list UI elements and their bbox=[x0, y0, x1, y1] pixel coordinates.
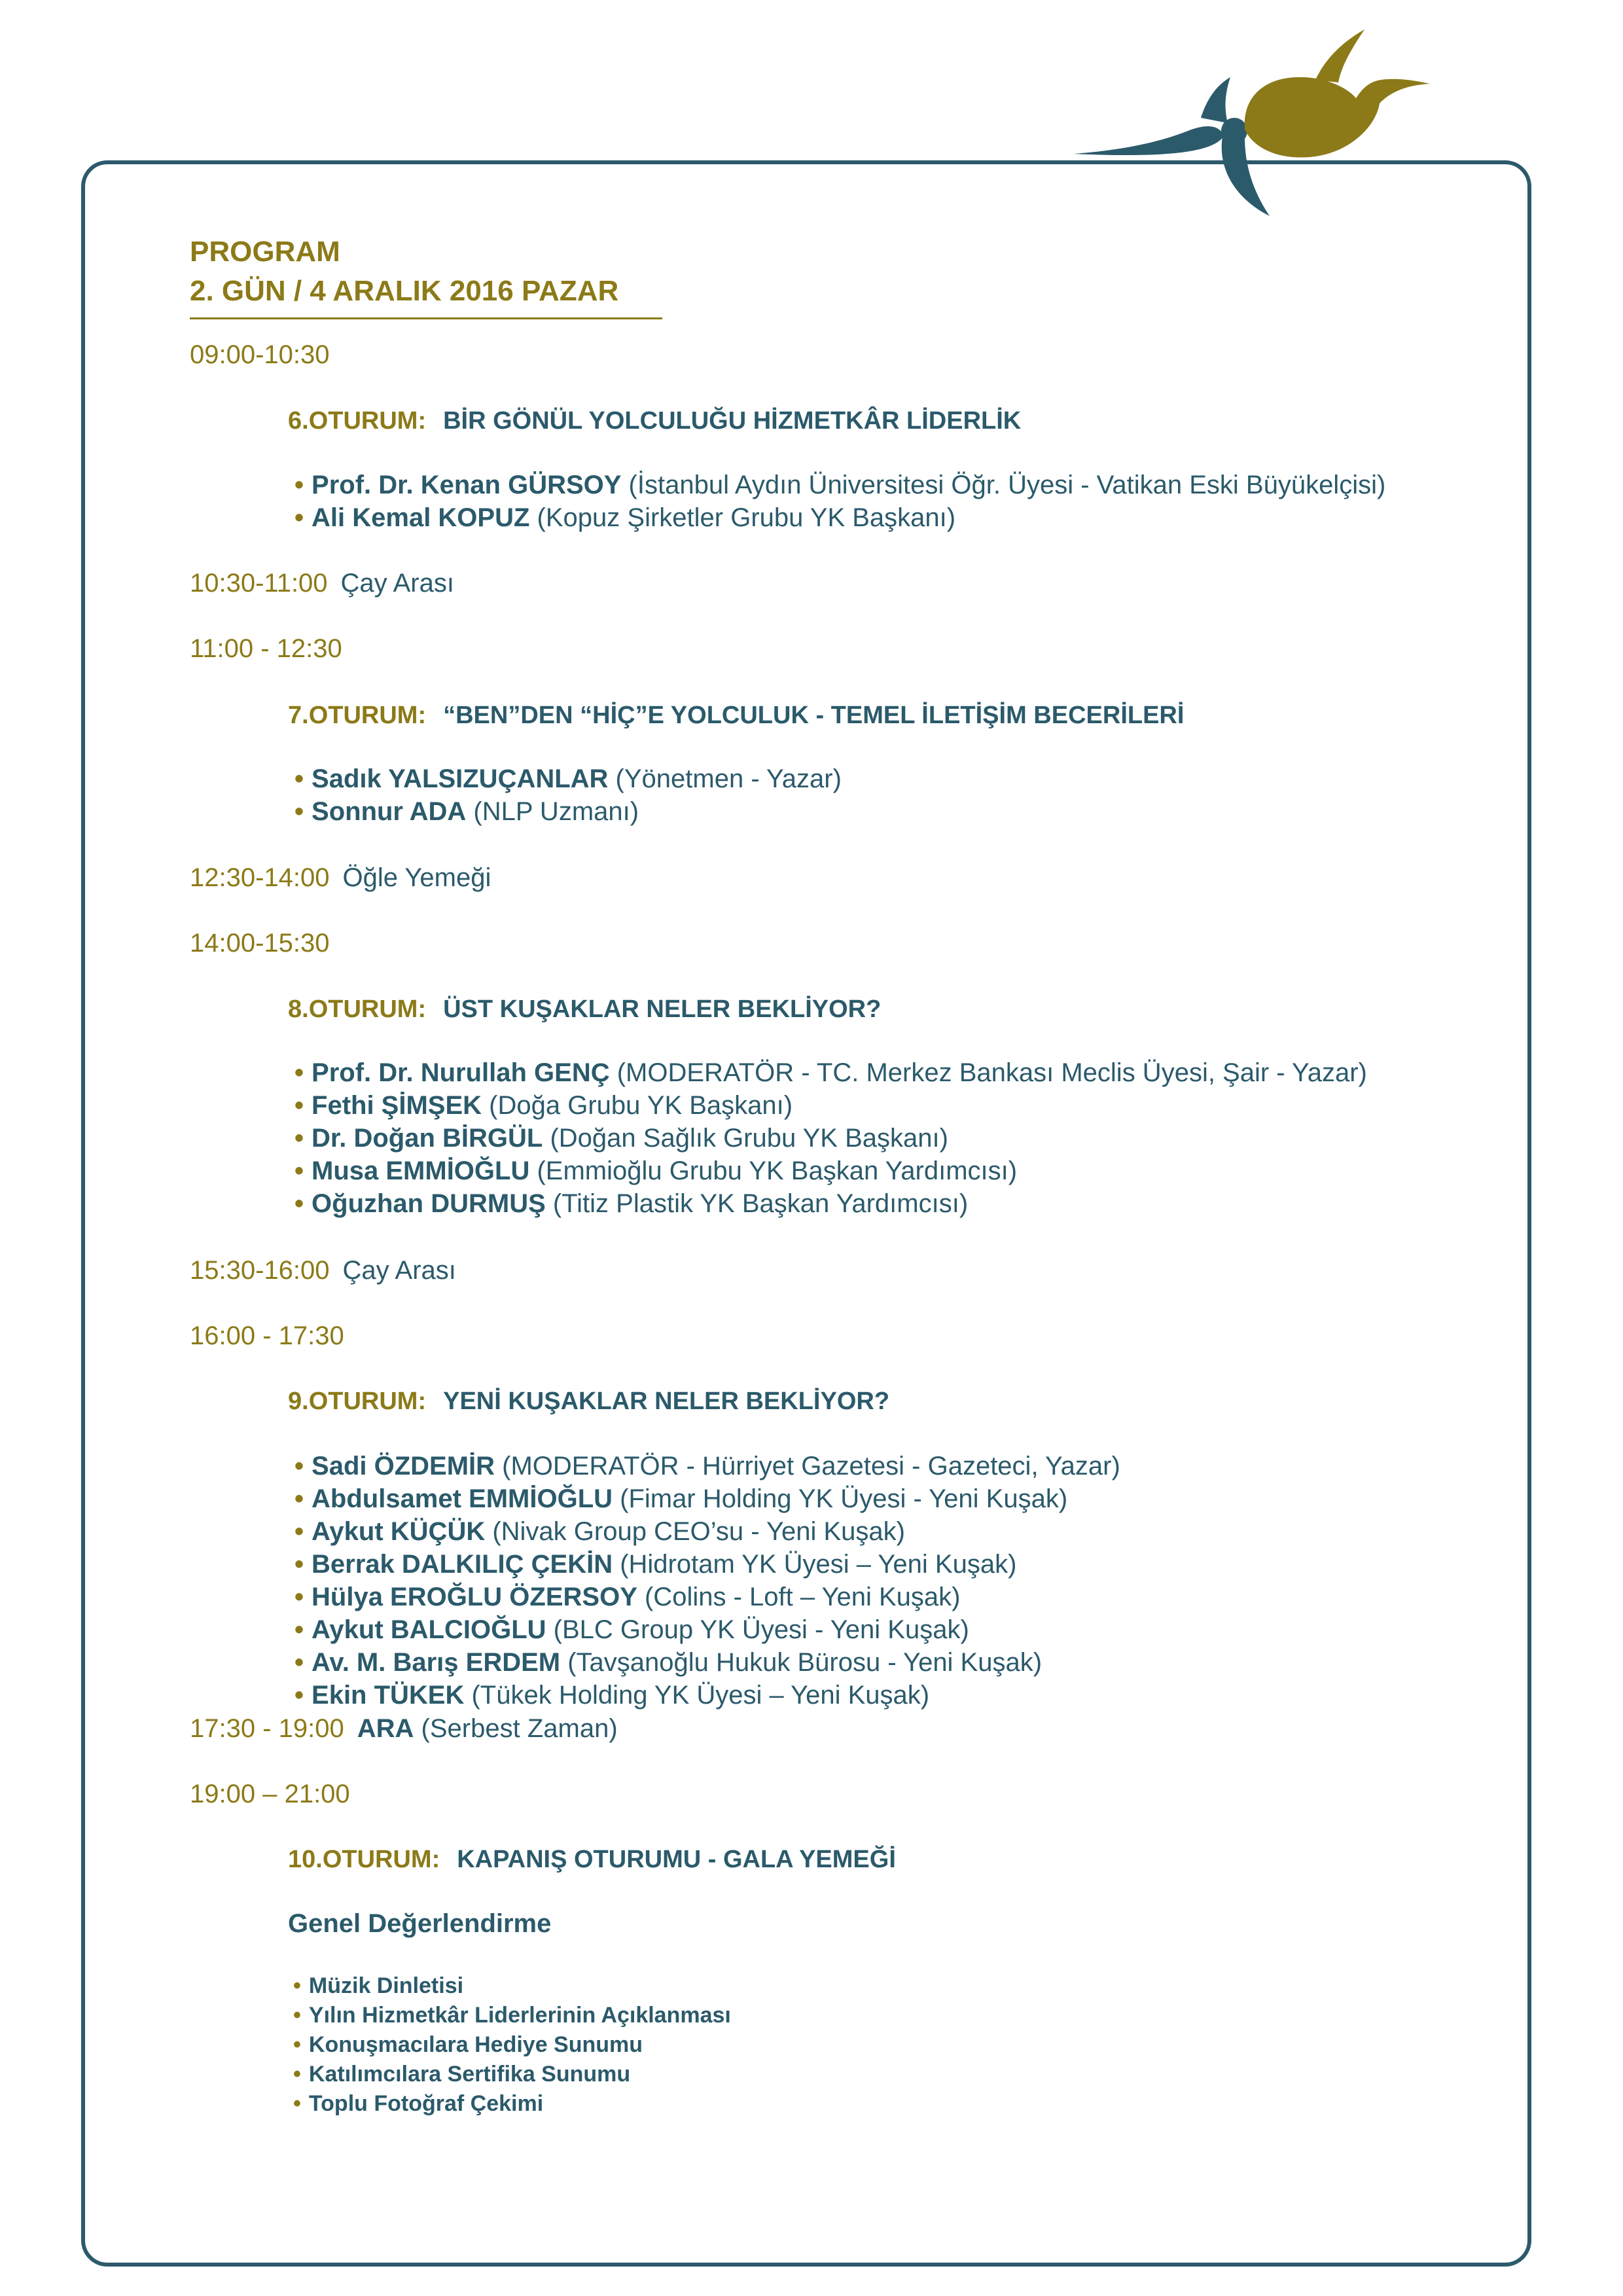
speaker-item: • Aykut KÜÇÜK (Nivak Group CEO’su - Yeni Kuşak) bbox=[294, 1517, 905, 1546]
time-slot: 11:00 - 12:30 bbox=[190, 634, 342, 663]
break-slot: 10:30-11:00 Çay Arası bbox=[190, 569, 454, 598]
break-slot: 15:30-16:00 Çay Arası bbox=[190, 1256, 456, 1285]
time-slot: 09:00-10:30 bbox=[190, 340, 330, 369]
heading-underline bbox=[190, 317, 662, 319]
program-title: PROGRAM bbox=[190, 236, 340, 268]
closing-item: • Müzik Dinletisi bbox=[293, 1973, 464, 1998]
program-content bbox=[190, 232, 1499, 2116]
time-slot: 19:00 – 21:00 bbox=[190, 1780, 350, 1808]
closing-item: • Toplu Fotoğraf Çekimi bbox=[293, 2091, 544, 2116]
time-slot: 16:00 - 17:30 bbox=[190, 1321, 344, 1350]
speaker-item: • Abdulsamet EMMİOĞLU (Fimar Holding YK Üyesi - Yeni Kuşak) bbox=[294, 1484, 1068, 1513]
speaker-item: • Ali Kemal KOPUZ (Kopuz Şirketler Grubu YK Başkanı) bbox=[294, 503, 956, 532]
session-9-heading: 9.OTURUM: YENİ KUŞAKLAR NELER BEKLİYOR? bbox=[288, 1388, 890, 1415]
session-9-speakers bbox=[294, 1450, 1120, 1712]
speaker-item: • Prof. Dr. Kenan GÜRSOY (İstanbul Aydın Üniversitesi Öğr. Üyesi - Vatikan Eski Büyükelçisi) bbox=[294, 471, 1386, 499]
tulip-ornament-icon bbox=[1073, 20, 1440, 223]
speaker-item: • Sadi ÖZDEMİR (MODERATÖR - Hürriyet Gazetesi - Gazeteci, Yazar) bbox=[294, 1452, 1120, 1480]
session-8-heading: 8.OTURUM: ÜST KUŞAKLAR NELER BEKLİYOR? bbox=[288, 996, 882, 1023]
session-7-heading: 7.OTURUM: “BEN”DEN “HİÇ”E YOLCULUK - TEMEL İLETİŞİM BECERİLERİ bbox=[288, 702, 1185, 729]
speaker-item: • Sadık YALSIZUÇANLAR (Yönetmen - Yazar) bbox=[294, 764, 842, 793]
session-6-speakers bbox=[294, 469, 1385, 534]
speaker-item: • Av. M. Barış ERDEM (Tavşanoğlu Hukuk Bürosu - Yeni Kuşak) bbox=[294, 1648, 1043, 1677]
session-6-heading: 6.OTURUM: BİR GÖNÜL YOLCULUĞU HİZMETKÂR LİDERLİK bbox=[288, 407, 1022, 435]
closing-activities bbox=[293, 1971, 731, 2119]
time-slot: 14:00-15:30 bbox=[190, 929, 330, 958]
closing-item: • Yılın Hizmetkâr Liderlerinin Açıklanması bbox=[293, 2003, 731, 2028]
speaker-item: • Sonnur ADA (NLP Uzmanı) bbox=[294, 797, 639, 826]
speaker-item: • Oğuzhan DURMUŞ (Titiz Plastik YK Başkan Yardımcısı) bbox=[294, 1189, 969, 1218]
general-evaluation-heading: Genel Değerlendirme bbox=[288, 1909, 552, 1938]
session-10-heading: 10.OTURUM: KAPANIŞ OTURUMU - GALA YEMEĞİ bbox=[288, 1846, 896, 1873]
speaker-item: • Musa EMMİOĞLU (Emmioğlu Grubu YK Başkan Yardımcısı) bbox=[294, 1157, 1018, 1185]
break-slot: 17:30 - 19:00 ARA (Serbest Zaman) bbox=[190, 1714, 618, 1743]
speaker-item: • Berrak DALKILIÇ ÇEKİN (Hidrotam YK Üyesi – Yeni Kuşak) bbox=[294, 1550, 1017, 1579]
closing-item: • Konuşmacılara Hediye Sunumu bbox=[293, 2032, 643, 2057]
closing-item: • Katılımcılara Sertifika Sunumu bbox=[293, 2062, 631, 2087]
speaker-item: • Prof. Dr. Nurullah GENÇ (MODERATÖR - TC. Merkez Bankası Meclis Üyesi, Şair - Yazar) bbox=[294, 1058, 1367, 1087]
session-7-speakers bbox=[294, 762, 842, 828]
break-slot: 12:30-14:00 Öğle Yemeği bbox=[190, 863, 491, 892]
speaker-item: • Hülya EROĞLU ÖZERSOY (Colins - Loft – Yeni Kuşak) bbox=[294, 1583, 961, 1611]
speaker-item: • Aykut BALCIOĞLU (BLC Group YK Üyesi - Yeni Kuşak) bbox=[294, 1615, 969, 1644]
speaker-item: • Dr. Doğan BİRGÜL (Doğan Sağlık Grubu YK Başkanı) bbox=[294, 1124, 948, 1153]
speaker-item: • Ekin TÜKEK (Tükek Holding YK Üyesi – Yeni Kuşak) bbox=[294, 1681, 930, 1710]
program-day: 2. GÜN / 4 ARALIK 2016 PAZAR bbox=[190, 275, 619, 307]
session-8-speakers bbox=[294, 1056, 1367, 1220]
speaker-item: • Fethi ŞİMŞEK (Doğa Grubu YK Başkanı) bbox=[294, 1091, 793, 1120]
